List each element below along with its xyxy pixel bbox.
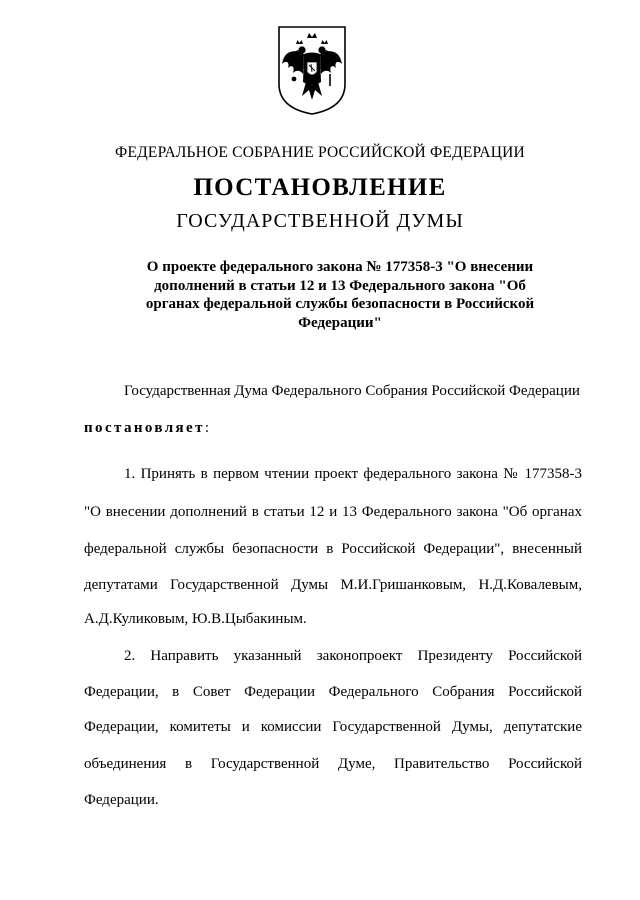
resolution-verb-text: постановляет [84,420,205,436]
organization-name: ФЕДЕРАЛЬНОЕ СОБРАНИЕ РОССИЙСКОЙ ФЕДЕРАЦИИ [115,144,525,161]
item-1-line: "О внесении дополнений в статьи 12 и 13 Федерального закона "Об органах [84,504,582,520]
subject-line: О проекте федерального закона № 177358-3 "О внесении [146,259,534,275]
item-2-line: объединения в Государственной Думе, Правительство Российской [84,756,582,772]
subject-line: Федерации" [298,314,382,331]
item-1-line: 1. Принять в первом чтении проект федерального закона № 177358-3 [124,466,582,482]
document-subject [136,258,544,332]
item-2-line: Федерации, в Совет Федерации Федерального Собрания Российской [84,684,582,700]
coat-of-arms-emblem [276,24,348,116]
issuing-body-title: ГОСУДАРСТВЕННОЙ ДУМЫ [176,210,464,232]
item-2-line: 2. Направить указанный законопроект Президенту Российской [124,648,582,664]
item-1-line: депутатами Государственной Думы М.И.Гришанковым, Н.Д.Ковалевым, [84,577,582,593]
resolution-verb [84,420,209,437]
subject-line: дополнений в статьи 12 и 13 Федерального закона "Об [154,277,526,294]
preamble-text: Государственная Дума Федерального Собрания Российской Федерации [124,383,580,399]
item-2-line: Федерации. [84,792,159,808]
item-1-line: федеральной службы безопасности в Российской Федерации", внесенный [84,541,582,557]
subject-line: органах федеральной службы безопасности в Российской [145,296,535,312]
document-type-title: ПОСТАНОВЛЕНИЕ [193,174,447,201]
resolution-colon: : [204,420,210,436]
item-2-line: Федерации, комитеты и комиссии Государственной Думы, депутатские [84,719,582,735]
item-1-line: А.Д.Куликовым, Ю.В.Цыбакиным. [84,611,307,627]
